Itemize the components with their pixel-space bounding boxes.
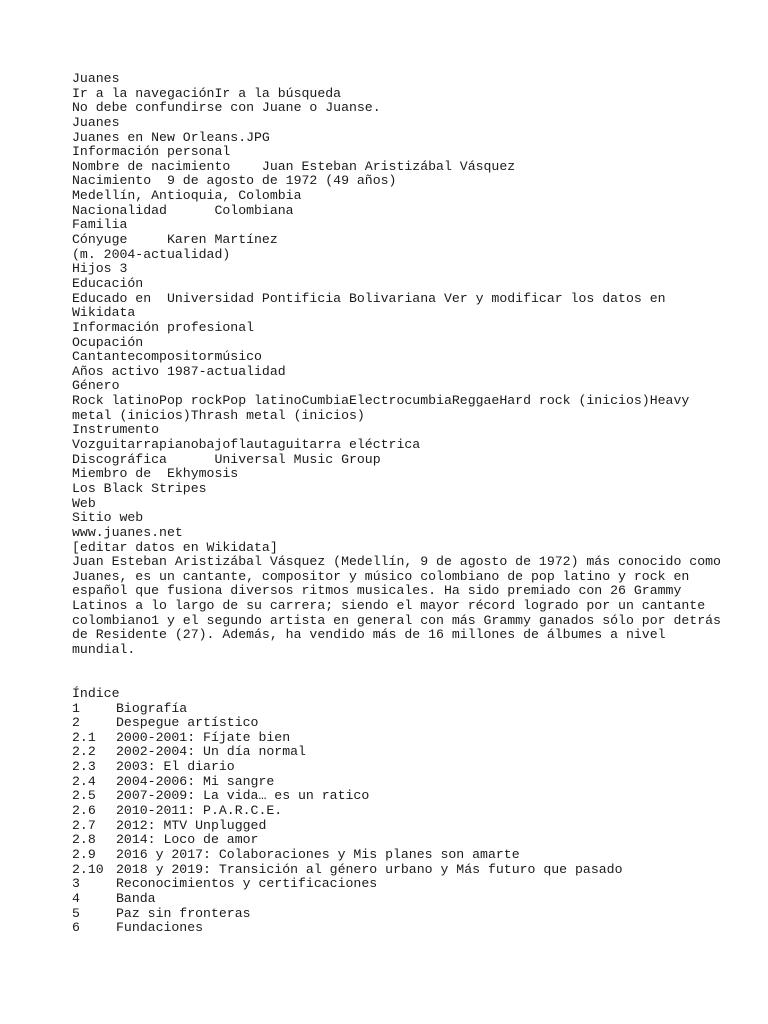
toc-item-number: 2.4: [72, 773, 96, 789]
infobox-row-years-active: Años activo 1987-actualidad: [72, 363, 286, 379]
toc-item-title: Biografía: [116, 700, 188, 716]
infobox-heading-professional: Información profesional: [72, 319, 255, 335]
infobox-row-educated-at-cont: Wikidata: [72, 305, 136, 321]
toc-item-title: Banda: [116, 890, 156, 906]
toc-item-number: 6: [72, 920, 80, 936]
toc-item-title: 2000-2001: Fíjate bien: [116, 729, 291, 745]
spacer: [72, 672, 712, 687]
article-title: Juanes: [72, 71, 120, 86]
intro-line: Juanes, es un cantante, compositor y músico colombiano de pop latino y rock en: [72, 568, 690, 584]
toc-item-number: 2.6: [72, 803, 96, 819]
infobox-value-instrument: Vozguitarrapianobajoflautaguitarra eléctrica: [72, 437, 421, 453]
toc-item: [72, 819, 712, 834]
infobox-row-birth: Nacimiento 9 de agosto de 1972 (49 años): [72, 173, 397, 189]
toc-item-title: Paz sin fronteras: [116, 905, 251, 921]
toc-item-title: 2014: Loco de amor: [116, 832, 259, 848]
toc-item: [72, 745, 712, 760]
infobox-section: [72, 72, 712, 555]
infobox-value-genre-cont: metal (inicios)Thrash metal (inicios): [72, 407, 365, 423]
toc-item-number: 2.10: [72, 861, 104, 877]
toc-item-title: Fundaciones: [116, 920, 204, 936]
toc-item: [72, 775, 712, 790]
infobox-value-website: www.juanes.net: [72, 524, 183, 540]
infobox-value-occupation: Cantantecompositormúsico: [72, 349, 262, 365]
toc-item-number: 3: [72, 876, 80, 892]
toc-item-title: 2016 y 2017: Colaboraciones y Mis planes son amarte: [116, 846, 520, 862]
toc-item-number: 2.2: [72, 744, 96, 760]
infobox-row-birthplace: Medellín, Antioquia, Colombia: [72, 188, 302, 204]
toc-item: [72, 760, 712, 775]
edit-wikidata-link: [editar datos en Wikidata]: [72, 539, 278, 555]
infobox-label-instrument: Instrumento: [72, 422, 160, 438]
toc-heading: Índice: [72, 685, 120, 701]
toc-item-title: 2018 y 2019: Transición al género urbano y Más futuro que pasado: [116, 861, 623, 877]
infobox-row-spouse-dates: (m. 2004-actualidad): [72, 246, 231, 262]
toc-item-number: 2.5: [72, 788, 96, 804]
infobox-row-member-of-cont: Los Black Stripes: [72, 480, 207, 496]
toc-item: [72, 804, 712, 819]
toc-item-title: 2007-2009: La vida… es un ratico: [116, 788, 370, 804]
toc-item-number: 2.3: [72, 759, 96, 775]
toc-item: [72, 833, 712, 848]
infobox-heading-web: Web: [72, 495, 96, 511]
toc-item: [72, 892, 712, 907]
toc-item-number: 2: [72, 715, 80, 731]
toc-item-title: 2010-2011: P.A.R.C.E.: [116, 803, 283, 819]
toc-item-number: 2.7: [72, 817, 96, 833]
toc-item-number: 2.8: [72, 832, 96, 848]
infobox-title: Juanes: [72, 114, 120, 130]
toc-item: [72, 702, 712, 717]
toc-item-title: Reconocimientos y certificaciones: [116, 876, 378, 892]
infobox-row-member-of: Miembro de Ekhymosis: [72, 466, 239, 482]
toc-item: [72, 716, 712, 731]
infobox-label-website: Sitio web: [72, 510, 144, 526]
intro-line: español que fusiona diversos ritmos musicales. Ha sido premiado con 26 Grammy: [72, 583, 682, 599]
infobox-row-educated-at: Educado en Universidad Pontificia Bolivariana Ver y modificar los datos en: [72, 290, 666, 306]
infobox-heading-education: Educación: [72, 275, 144, 291]
toc-item-title: 2003: El diario: [116, 759, 235, 775]
intro-line: colombiano1 y el segundo artista en general con más Grammy ganados sólo por detrás: [72, 612, 721, 628]
infobox-value-genre: Rock latinoPop rockPop latinoCumbiaElectrocumbiaReggaeHard rock (inicios)Heavy: [72, 393, 690, 409]
navigation-links: Ir a la navegaciónIr a la búsqueda: [72, 85, 342, 101]
spacer: [72, 658, 712, 673]
infobox-label-genre: Género: [72, 378, 120, 394]
intro-paragraph: [72, 554, 721, 657]
intro-line: de Residente (27). Además, ha vendido más de 16 millones de álbumes a nivel: [72, 627, 666, 643]
infobox-heading-family: Familia: [72, 217, 128, 233]
toc-item: [72, 907, 712, 922]
infobox-row-spouse: Cónyuge Karen Martínez: [72, 232, 278, 248]
toc-item-title: 2012: MTV Unplugged: [116, 817, 267, 833]
infobox-row-label: Discográfica Universal Music Group: [72, 451, 381, 467]
toc-item-number: 4: [72, 890, 80, 906]
infobox-heading-personal: Información personal: [72, 144, 231, 160]
infobox-row-nationality: Nacionalidad Colombiana: [72, 202, 294, 218]
infobox-row-birth-name: Nombre de nacimiento Juan Esteban Aristizábal Vásquez: [72, 158, 516, 174]
intro-line: mundial.: [72, 641, 136, 657]
toc-item-title: 2004-2006: Mi sangre: [116, 773, 275, 789]
toc-item: [72, 921, 712, 936]
toc-item-number: 2.1: [72, 729, 96, 745]
intro-line: Juan Esteban Aristizábal Vásquez (Medellín, 9 de agosto de 1972) más conocido como: [72, 554, 721, 570]
toc-item-title: Despegue artístico: [116, 715, 259, 731]
infobox-image-caption: Juanes en New Orleans.JPG: [72, 129, 270, 145]
document-page: [72, 71, 721, 936]
toc-item: [72, 789, 712, 804]
infobox-label-occupation: Ocupación: [72, 334, 144, 350]
table-of-contents: [72, 687, 712, 936]
toc-item-number: 2.9: [72, 846, 96, 862]
infobox-row-children: Hijos 3: [72, 261, 128, 277]
toc-item: [72, 863, 712, 878]
intro-line: Latinos a lo largo de su carrera; siendo el mayor récord logrado por un cantante: [72, 598, 706, 614]
toc-item: [72, 877, 712, 892]
toc-item: [72, 731, 712, 746]
toc-item: [72, 848, 712, 863]
toc-item-number: 5: [72, 905, 80, 921]
toc-item-title: 2002-2004: Un día normal: [116, 744, 306, 760]
disambiguation-note: No debe confundirse con Juane o Juanse.: [72, 100, 381, 116]
toc-item-number: 1: [72, 700, 80, 716]
